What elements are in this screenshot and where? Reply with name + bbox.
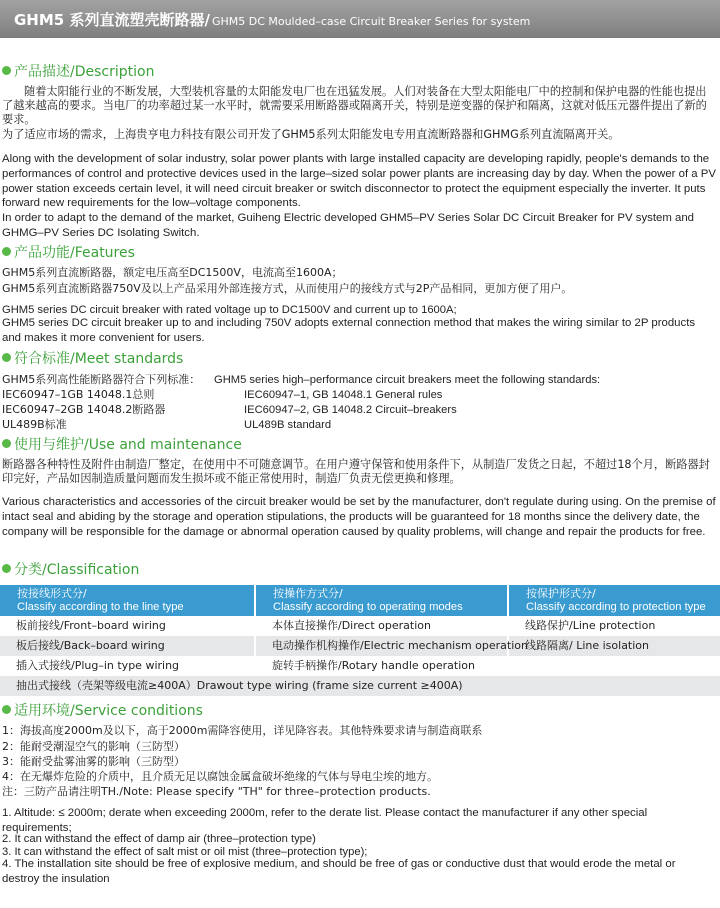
column-header-en: Classify according to operating modes xyxy=(273,600,463,613)
column-header-line-type xyxy=(0,585,256,616)
description-zh-paragraph-1: 随着太阳能行业的不断发展，大型装机容量的太阳能发电厂也在迅猛发展。人们对装备在大型太阳能电厂中的控制和保护电器的性能也提出了越来越高的要求。当电厂的功率超过某一水平时，就需要采用断路器或隔离开关，特别是逆变器的保护和隔离，这就对低压元器件提出了新的要求。 xyxy=(2,85,707,127)
standards-en-item: UL489B standard xyxy=(244,419,332,431)
table-cell: 线路隔离/ Line isolation xyxy=(525,639,650,652)
description-en-paragraph-2: In order to adapt to the demand of the market, Guiheng Electric developed GHM5–PV Series Solar DC Circuit Breaker for PV system and GHMG–PV Series DC Isolating Switch. xyxy=(2,212,694,239)
table-cell: 电动操作机构操作/Electric mechanism operation xyxy=(256,636,509,656)
standards-zh-item: IEC60947–2GB 14048.2断路器 xyxy=(2,403,166,416)
service-zh-item: 3：能耐受盐雾油雾的影响（三防型） xyxy=(2,755,185,768)
standards-heading-text: 符合标准/Meet standards xyxy=(14,351,184,367)
table-cell xyxy=(509,656,720,676)
service-heading-text: 适用环境/Service conditions xyxy=(14,703,203,719)
table-row xyxy=(0,656,720,676)
service-en-item: 2. It can withstand the effect of damp air (three–protection type) xyxy=(2,833,316,845)
classification-table xyxy=(0,585,720,696)
table-row xyxy=(0,636,720,656)
bullet-dot-icon xyxy=(2,66,11,75)
standards-zh-intro: GHM5系列高性能断路器符合下列标准： xyxy=(2,373,201,386)
service-en-item: 4. The installation site should be free of explosive medium, and should be free of gas or conductive dust that would erode the metal or destroy the insulation xyxy=(2,858,676,885)
column-header-operating-modes xyxy=(256,585,509,616)
bullet-dot-icon xyxy=(2,564,11,573)
classification-heading-text: 分类/Classification xyxy=(14,562,140,578)
standards-heading xyxy=(2,351,183,367)
features-heading xyxy=(2,245,135,261)
table-cell: 本体直接操作/Direct operation xyxy=(256,616,509,636)
column-header-protection-type xyxy=(509,585,720,616)
features-en-line-1: GHM5 series DC circuit breaker with rated voltage up to DC1500V and current up to 1600A; xyxy=(2,304,457,316)
table-row xyxy=(0,616,720,636)
features-heading-text: 产品功能/Features xyxy=(14,245,135,261)
table-cell: 板前接线/Front–board wiring xyxy=(0,616,256,636)
classification-heading xyxy=(2,562,139,578)
service-en-item: 3. It can withstand the effect of salt mist or oil mist (three–protection type); xyxy=(2,846,368,858)
column-header-zh: 按保护形式分/ xyxy=(526,587,596,600)
description-en-paragraph-1: Along with the development of solar industry, solar power plants with large installed capacity are developing rapidly, people's demands to the performances of control and protective devices used in the large–sized solar power plants are increasing day by day. When the power of a PV power station exceeds certain level, it will need circuit breaker or switch disconnector to protect the equipment especially the inverter. It puts forward new requirements for the low–voltage components. xyxy=(2,153,716,210)
features-en-paragraph-2: GHM5 series DC circuit breaker up to and including 750V adopts external connection method that makes the wiring similar to 2P products and makes it more convenient for users. xyxy=(2,317,696,344)
maintenance-zh-paragraph: 断路器各种特性及附件由制造厂整定，在使用中不可随意调节。在用户遵守保管和使用条件下，从制造厂发货之日起，不超过18个月，断路器封印完好，产品如因制造质量问题而发生损坏或不能正常使用时，制造厂负责无偿更换和修理。 xyxy=(2,458,710,486)
column-header-en: Classify according to the line type xyxy=(17,600,184,613)
features-zh-line-2: GHM5系列直流断路器750V及以上产品采用外部连接方式，从而使用户的接线方式与2P产品相同，更加方便了用户。 xyxy=(2,282,573,295)
description-heading-text: 产品描述/Description xyxy=(14,64,155,80)
service-zh-item: 2：能耐受潮湿空气的影响（三防型） xyxy=(2,740,185,753)
features-zh-line-1: GHM5系列直流断路器，额定电压高至DC1500V，电流高至1600A； xyxy=(2,266,343,279)
maintenance-heading-text: 使用与维护/Use and maintenance xyxy=(14,437,242,453)
service-zh-item: 4：在无爆炸危险的介质中，且介质无足以腐蚀金属盒破坏绝缘的气体与导电尘埃的地方。 xyxy=(2,770,438,783)
column-header-en: Classify according to protection type xyxy=(526,600,706,613)
page-title xyxy=(0,9,530,30)
bullet-dot-icon xyxy=(2,705,11,714)
bullet-dot-icon xyxy=(2,353,11,362)
service-heading xyxy=(2,703,203,719)
description-zh-paragraph-2: 为了适应市场的需求，上海贵亨电力科技有限公司开发了GHM5系列太阳能发电专用直流断路器和GHMG系列直流隔离开关。 xyxy=(2,128,620,141)
service-note: 注：三防产品请注明TH./Note: Please specify "TH" for three–protection products. xyxy=(2,785,431,798)
table-cell: 旋转手柄操作/Rotary handle operation xyxy=(256,656,509,676)
service-en-item: 1. Altitude: ≤ 2000m; derate when exceeding 2000m, refer to the derate list. Please contact the manufacturer if any other special requirements; xyxy=(2,807,648,834)
bullet-dot-icon xyxy=(2,247,11,256)
bullet-dot-icon xyxy=(2,439,11,448)
maintenance-heading xyxy=(2,437,242,453)
page-title-zh: GHM5 系列直流塑壳断路器/ xyxy=(14,10,210,29)
column-header-zh: 按操作方式分/ xyxy=(273,587,343,600)
standards-zh-item: UL489B标准 xyxy=(2,418,67,431)
header-banner xyxy=(0,0,720,38)
table-row-drawout: 抽出式接线（壳架等级电流≥400A）Drawout type wiring (frame size current ≥400A) xyxy=(0,676,720,696)
classification-table-header xyxy=(0,585,720,616)
service-zh-item: 1：海拔高度2000m及以下，高于2000m需降容使用，详见降容表。其他特殊要求请与制造商联系 xyxy=(2,724,483,737)
column-header-zh: 按接线形式分/ xyxy=(17,587,87,600)
description-heading xyxy=(2,64,154,80)
table-cell: 插入式接线/Plug–in type wiring xyxy=(0,656,256,676)
standards-en-intro: GHM5 series high–performance circuit breakers meet the following standards: xyxy=(214,374,601,386)
page-title-en: GHM5 DC Moulded–case Circuit Breaker Series for system xyxy=(211,14,531,28)
standards-en-item: IEC60947–2, GB 14048.2 Circuit–breakers xyxy=(244,404,457,416)
standards-en-item: IEC60947–1, GB 14048.1 General rules xyxy=(244,389,443,401)
table-cell: 板后接线/Back–board wiring xyxy=(0,636,256,656)
standards-zh-item: IEC60947–1GB 14048.1总则 xyxy=(2,388,155,401)
table-cell: 线路保护/Line protection xyxy=(525,619,656,632)
maintenance-en-paragraph: Various characteristics and accessories of the circuit breaker would be set by the manufacturer, don't regulate during using. On the premise of intact seal and abiding by the storage and operation stipulations, the products will be guaranteed for 18 months since the delivery date, the company will be responsible for the damage or abnormal operation caused by quality problems, will change and repair the products for free. xyxy=(2,496,716,538)
